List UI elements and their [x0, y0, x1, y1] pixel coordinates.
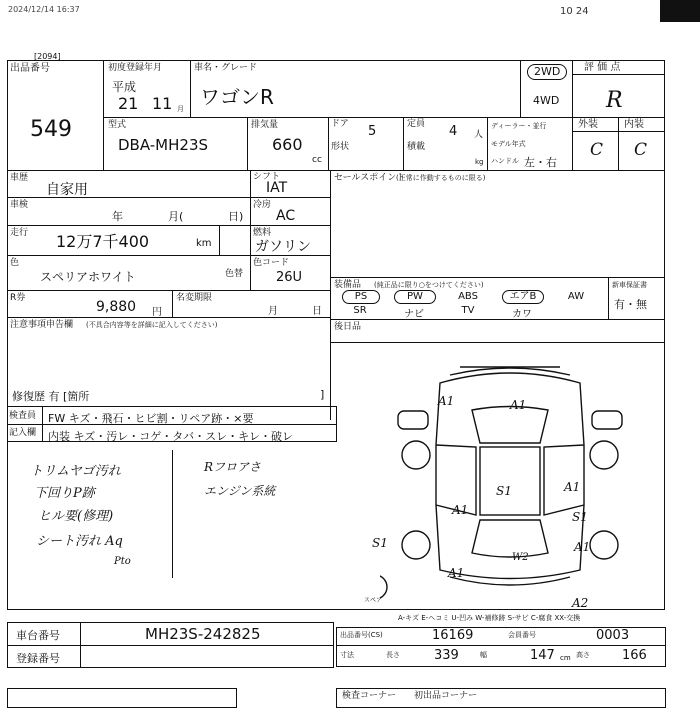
interior-value: C	[634, 140, 648, 160]
name-change-day: 日	[312, 306, 322, 317]
divider	[7, 225, 330, 226]
fuel-label: 燃料	[253, 228, 272, 238]
damage-mark: A1	[510, 398, 527, 412]
footer-first: 初出品コーナー	[414, 691, 478, 701]
footer-corner: 検査コーナー	[342, 691, 397, 701]
divider	[247, 117, 248, 170]
notes-label: 注意事項申告欄	[10, 320, 74, 330]
displacement-label: 排気量	[251, 120, 279, 130]
rear-extra-label: 後日品	[334, 322, 362, 332]
era: 平成	[112, 80, 137, 94]
aircon-label: 冷房	[253, 200, 272, 210]
divider	[7, 317, 330, 318]
member-label: 会員番号	[508, 631, 536, 639]
equip-airbag-circled: エアB	[502, 290, 544, 304]
divider	[572, 74, 665, 75]
equip-abs: ABS	[458, 291, 478, 302]
remark-6: Rフロアさ	[204, 460, 262, 474]
equipment-sub: (純正品に限り○をつけてください)	[374, 281, 484, 289]
damage-mark: S1	[572, 510, 588, 524]
recycle-unit: 円	[152, 307, 162, 318]
capacity-label: 定員	[407, 119, 426, 129]
equip-sr: SR	[353, 305, 367, 316]
inspection-month: 月(	[168, 210, 184, 223]
divider	[330, 170, 331, 420]
shift-label: シフト	[253, 172, 281, 182]
dimensions-label: 寸法	[340, 651, 354, 659]
divider	[172, 450, 173, 578]
remark-1: トリムヤゴ汚れ	[30, 464, 121, 479]
auction-value: 16169	[432, 628, 474, 643]
color-label: 色	[10, 258, 20, 268]
color-code-value: 26U	[276, 270, 303, 285]
damage-mark: A2	[572, 596, 589, 610]
damage-mark: S1	[496, 484, 512, 498]
model-label: 型式	[108, 120, 127, 130]
width-label: 幅	[480, 651, 487, 659]
equip-pw-circled: PW	[394, 290, 436, 304]
remark-2: 下回りP跡	[34, 486, 95, 501]
capacity-unit: 人	[474, 130, 484, 140]
recycle-value: 9,880	[96, 299, 137, 315]
new-warranty-value: 有・無	[614, 298, 647, 311]
first-reg-label: 初度登録年月	[108, 63, 163, 73]
rating-value: R	[606, 88, 623, 113]
damage-legend: A-キズ E-ヘコミ U-凹み W-補修跡 S-サビ C-腐食 XX-交換	[398, 614, 581, 622]
damage-mark: S1	[372, 536, 388, 550]
fuel-value: ガソリン	[255, 239, 311, 255]
exterior-value: C	[590, 140, 604, 160]
divider	[7, 170, 665, 171]
name-change-label: 名変期限	[176, 293, 213, 303]
divider	[80, 622, 81, 668]
sales-point-sub: (正常に作動するものに限る)	[396, 174, 486, 182]
divider	[618, 117, 619, 170]
handle-value: 左・右	[524, 156, 557, 169]
chassis-label: 車台番号	[16, 629, 60, 642]
inspect-label-2: 記入欄	[9, 428, 37, 438]
remark-5: Pto	[114, 556, 131, 567]
repair-close: ]	[320, 388, 325, 401]
name-change-month: 月	[268, 306, 278, 317]
load-label: 積載	[407, 142, 426, 152]
divider	[103, 117, 665, 118]
divider	[250, 255, 251, 290]
sheet-number: [2094]	[34, 52, 61, 61]
divider	[103, 60, 104, 170]
divider	[42, 406, 43, 442]
dealer-label: ディーラー・並行	[491, 122, 547, 130]
divider	[7, 645, 334, 646]
divider	[330, 277, 665, 278]
first-reg-month: 11	[152, 94, 173, 113]
displacement-value: 660	[272, 135, 303, 154]
remark-4: シート汚れ Aq	[36, 534, 123, 549]
shift-value: IAT	[266, 180, 288, 196]
capacity-value: 4	[449, 124, 458, 139]
lot-value: 549	[30, 117, 72, 142]
divider	[172, 290, 173, 317]
width-value: 147	[530, 648, 555, 663]
usage-value: 自家用	[46, 182, 88, 198]
remark-3: ヒル要(修理)	[38, 509, 114, 524]
divider	[330, 319, 665, 320]
inspection-day: 日)	[228, 210, 244, 223]
divider	[250, 170, 251, 255]
repair-label: 修復歴 有 [箇所	[12, 390, 90, 403]
length-value: 339	[434, 648, 459, 663]
divider	[7, 290, 330, 291]
chassis-value: MH23S-242825	[145, 625, 261, 643]
equip-tv: TV	[461, 305, 475, 316]
exterior-label: 外装	[578, 119, 598, 130]
registration-label: 登録番号	[16, 652, 60, 665]
timestamp: 2024/12/14 16:37	[8, 5, 80, 14]
height-value: 166	[622, 648, 647, 663]
new-warranty-label: 新車保証書	[612, 281, 647, 289]
divider	[219, 225, 220, 255]
damage-mark: A1	[564, 480, 581, 494]
sales-point-label: セールスポイント	[334, 173, 406, 183]
height-label: 高さ	[576, 651, 590, 659]
equip-navi: ナビ	[404, 309, 424, 320]
divider	[487, 117, 488, 170]
divider	[330, 342, 665, 343]
member-value: 0003	[596, 628, 630, 643]
load-unit: kg	[475, 158, 484, 166]
inspection-year: 年	[112, 210, 123, 223]
divider	[608, 277, 609, 319]
interior-label: 内装	[624, 119, 644, 130]
divider	[572, 131, 665, 132]
color-code-label: 色コード	[253, 258, 290, 268]
doors-value: 5	[368, 124, 377, 139]
notes-sub: (不具合内容等を詳細に記入してください)	[86, 321, 218, 329]
divider	[520, 60, 521, 117]
car-name: ワゴンR	[200, 85, 274, 109]
spare-label: スペア	[364, 597, 383, 604]
corner-black-block	[660, 0, 700, 22]
equip-aw: AW	[567, 291, 585, 302]
mileage-label: 走行	[10, 228, 29, 238]
car-name-label: 車名・グレード	[194, 63, 258, 73]
divider	[328, 117, 329, 170]
auction-label: 出品番号(CS)	[340, 631, 383, 639]
footer-box-left	[7, 688, 237, 708]
color-no-label: 色替	[225, 269, 244, 279]
model-value: DBA-MH23S	[118, 136, 209, 154]
shape-label: 形状	[331, 142, 350, 152]
remark-7: エンジン系統	[204, 484, 276, 498]
divider	[336, 645, 666, 646]
car-diagram	[380, 355, 640, 605]
rating-label: 評 価 点	[584, 62, 621, 73]
inspect-row-2: 内装 キズ・汚レ・コゲ・タバ・スレ・キレ・破レ	[48, 430, 294, 443]
handle-label: ハンドル	[491, 157, 519, 165]
lot-label: 出品番号	[10, 63, 50, 74]
mileage-unit: km	[196, 238, 212, 249]
drive-4wd: 4WD	[533, 94, 560, 107]
drive-2wd-circled: 2WD	[527, 64, 567, 80]
length-label: 長さ	[386, 651, 400, 659]
usage-label: 車歴	[10, 173, 29, 183]
doors-label: ドア	[331, 119, 349, 129]
mileage-value: 12万7千400	[56, 232, 150, 251]
damage-mark: W2	[512, 552, 529, 563]
first-reg-year: 21	[118, 94, 139, 113]
equipment-label: 装備品	[334, 280, 362, 290]
recycle-label: R券	[10, 293, 26, 303]
equip-ps-circled: PS	[342, 290, 380, 304]
displacement-unit: cc	[312, 155, 322, 165]
first-reg-month-unit: 月	[177, 105, 184, 113]
equip-leather: カワ	[512, 309, 532, 320]
divider	[572, 60, 573, 170]
model-year-label: モデル年式	[491, 140, 526, 148]
damage-mark: A1	[574, 540, 591, 554]
color-value: スペリアホワイト	[40, 270, 136, 284]
corner-mark: 10 24	[560, 6, 589, 17]
damage-mark: A1	[452, 503, 469, 517]
inspect-label-1: 検査員	[9, 411, 37, 421]
width-unit: cm	[560, 654, 571, 662]
divider	[403, 117, 404, 170]
aircon-value: AC	[276, 208, 296, 224]
inspect-row-1: FW キズ・飛石・ヒビ割・リペア跡・×要	[48, 412, 254, 425]
damage-mark: A1	[438, 394, 455, 408]
divider	[190, 60, 191, 117]
damage-mark: A1	[448, 566, 465, 580]
inspection-label: 車検	[10, 200, 29, 210]
